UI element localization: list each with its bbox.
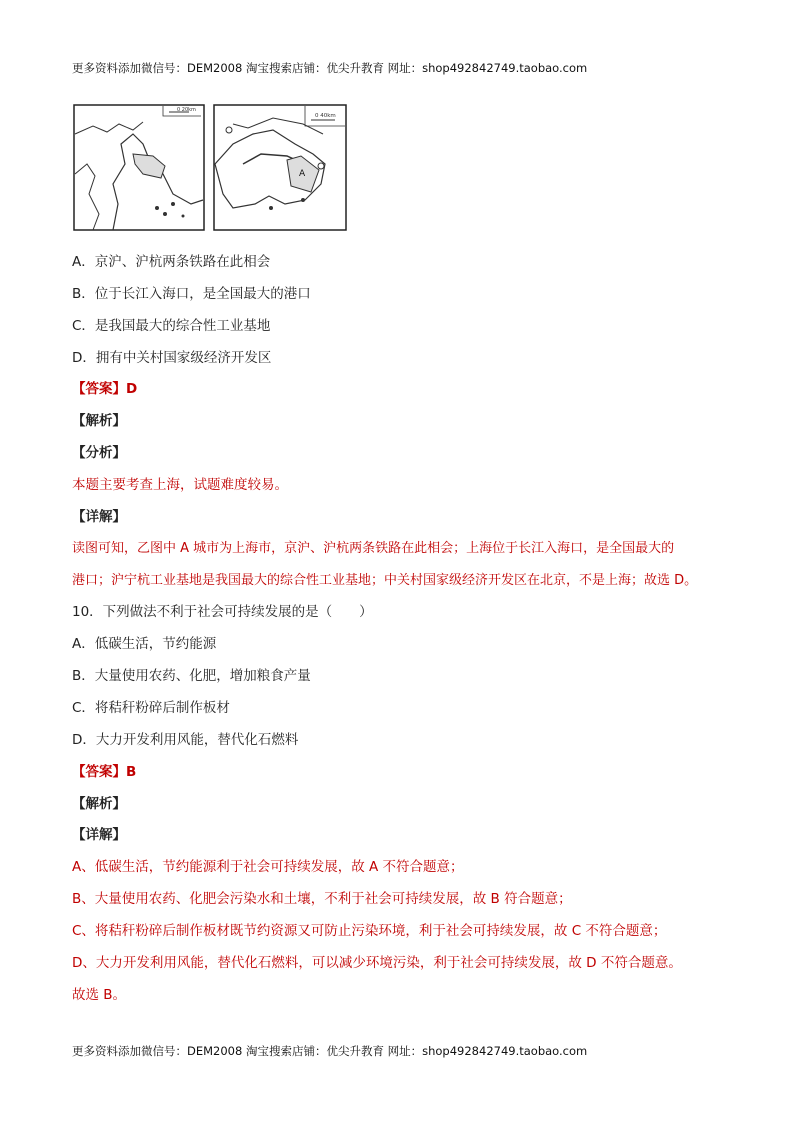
q10-conclusion: 故选 B。	[72, 987, 127, 1003]
page-footer: 更多资料添加微信号：DEM2008 淘宝搜索店铺：优尖升教育 网址：shop492842749.taobao.com	[72, 1044, 588, 1058]
q10-option-c: C．将秸秆粉碎后制作板材	[72, 700, 230, 716]
q9-option-c: C．是我国最大的综合性工业基地	[72, 318, 271, 334]
page-header: 更多资料添加微信号：DEM2008 淘宝搜索店铺：优尖升教育 网址：shop492842749.taobao.com	[72, 61, 588, 75]
q10-detail-d: D、大力开发利用风能，替代化石燃料，可以减少环境污染，利于社会可持续发展，故 D 不符合题意。	[72, 955, 682, 971]
q10-detail-c: C、将秸秆粉碎后制作板材既节约资源又可防止污染环境，利于社会可持续发展，故 C 不符合题意；	[72, 923, 667, 939]
q10-option-d: D．大力开发利用风能，替代化石燃料	[72, 732, 299, 748]
question-maps	[73, 104, 347, 232]
map-right	[214, 105, 346, 230]
q10-detail-b: B、大量使用农药、化肥会污染水和土壤，不利于社会可持续发展，故 B 符合题意；	[72, 891, 572, 907]
q9-xiangjie: 【详解】	[72, 509, 126, 525]
q10-stem: 10．下列做法不利于社会可持续发展的是（ ）	[72, 604, 373, 620]
q10-xiangjie: 【详解】	[72, 827, 126, 843]
q10-detail-a: A、低碳生活，节约能源利于社会可持续发展，故 A 不符合题意；	[72, 859, 464, 875]
q9-jiexi: 【解析】	[72, 413, 126, 429]
q9-fenxi-text: 本题主要考查上海，试题难度较易。	[72, 477, 288, 493]
q9-answer: 【答案】D	[72, 381, 138, 397]
map-left	[74, 105, 204, 230]
left-scale-label: 0 20km	[177, 107, 196, 113]
q9-detail-line-1: 读图可知，乙图中 A 城市为上海市，京沪、沪杭两条铁路在此相会；上海位于长江入海口，是全国最大的	[72, 541, 675, 556]
q9-option-a: A．京沪、沪杭两条铁路在此相会	[72, 254, 271, 270]
city-a-label: A	[299, 169, 306, 179]
q9-option-b: B．位于长江入海口，是全国最大的港口	[72, 286, 311, 302]
q9-fenxi: 【分析】	[72, 445, 126, 461]
q10-jiexi: 【解析】	[72, 796, 126, 812]
q9-detail-line-2: 港口；沪宁杭工业基地是我国最大的综合性工业基地；中关村国家级经济开发区在北京，不是上海；故选 D。	[72, 573, 698, 588]
q10-answer: 【答案】B	[72, 764, 137, 780]
q9-option-d: D．拥有中关村国家级经济开发区	[72, 350, 272, 366]
q10-option-b: B．大量使用农药、化肥，增加粮食产量	[72, 668, 311, 684]
q10-option-a: A．低碳生活，节约能源	[72, 636, 217, 652]
right-scale-label: 0 40km	[315, 113, 336, 119]
